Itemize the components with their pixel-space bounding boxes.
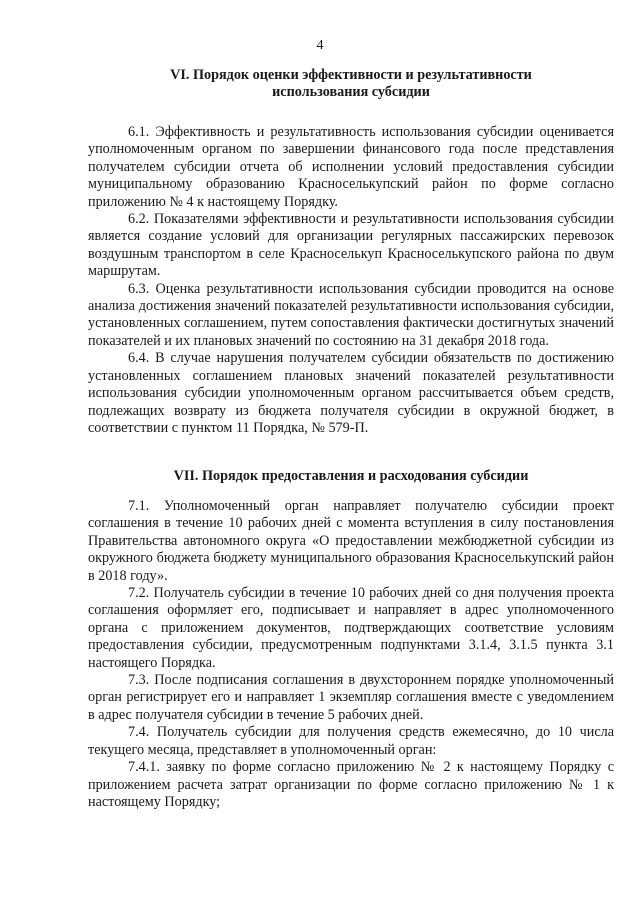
section-7-title: VII. Порядок предоставления и расходования субсидии xyxy=(173,468,529,484)
section-6-title-line-1: VI. Порядок оценки эффективности и результативности xyxy=(170,67,532,83)
paragraph-6-4: 6.4. В случае нарушения получателем субсидии обязательств по достижению установленных соглашением плановых значений показателей результативности использования субсидии уполномоченным органом рассчитывается объем средств, подлежащих возврату из бюджета получателя субсидии в окружной бюджет, в соответствии с пунктом 11 Порядка, № 579-П. xyxy=(88,350,614,436)
paragraph-7-1: 7.1. Уполномоченный орган направляет получателю субсидии проект соглашения в течение 10 рабочих дней с момента вступления в силу постановления Правительства автономного округа «О предоставлении межбюджетной субсидии из окружного бюджета бюджету муниципального образования Красноселькупский район в 2018 году». xyxy=(88,498,614,584)
paragraph-6-3: 6.3. Оценка результативности использования субсидии проводится на основе анализа достижения значений показателей результативности использования субсидии, установленных соглашением, путем сопоставления фактически достигнутых значений показателей и их плановых значений по состоянию на 31 декабря 2018 года. xyxy=(88,280,614,349)
section-6-title-line-2: использования субсидии xyxy=(272,84,430,101)
section-6-title xyxy=(88,67,614,102)
paragraph-7-2: 7.2. Получатель субсидии в течение 10 рабочих дней со дня получения проекта соглашения оформляет его, подписывает и направляет в адрес уполномоченного органа с приложением документов, подтверждающих соответствие условиям предоставления субсидии, предусмотренным подпунктами 3.1.4, 3.1.5 пункта 3.1 настоящего Порядка. xyxy=(88,585,614,671)
section-7-body xyxy=(88,498,614,811)
paragraph-7-4-1: 7.4.1. заявку по форме согласно приложению № 2 к настоящему Порядку с приложением расчета затрат организации по форме согласно приложению № 1 к настоящему Порядку; xyxy=(88,759,614,810)
paragraph-7-3: 7.3. После подписания соглашения в двухстороннем порядке уполномоченный орган регистрирует его и направляет 1 экземпляр соглашения вместе с уведомлением в адрес получателя субсидии в течение 5 рабочих дней. xyxy=(88,672,614,723)
paragraph-6-2: 6.2. Показателями эффективности и результативности использования субсидии является создание условий для организации регулярных пассажирских перевозок воздушным транспортом в селе Красноселькуп Красноселькупского района по двум маршрутам. xyxy=(88,211,614,280)
paragraph-7-4: 7.4. Получатель субсидии для получения средств ежемесячно, до 10 числа текущего месяца, представляет в уполномоченный орган: xyxy=(88,724,614,758)
page-number: 4 xyxy=(316,38,324,53)
paragraph-6-1: 6.1. Эффективность и результативность использования субсидии оценивается уполномоченным органом по завершении финансового года после представления получателем субсидии отчета об исполнении условий предоставления субсидии муниципальному образованию Красноселькупский район по форме согласно приложению № 4 к настоящему Порядку. xyxy=(88,124,614,210)
section-6-body xyxy=(88,124,614,437)
